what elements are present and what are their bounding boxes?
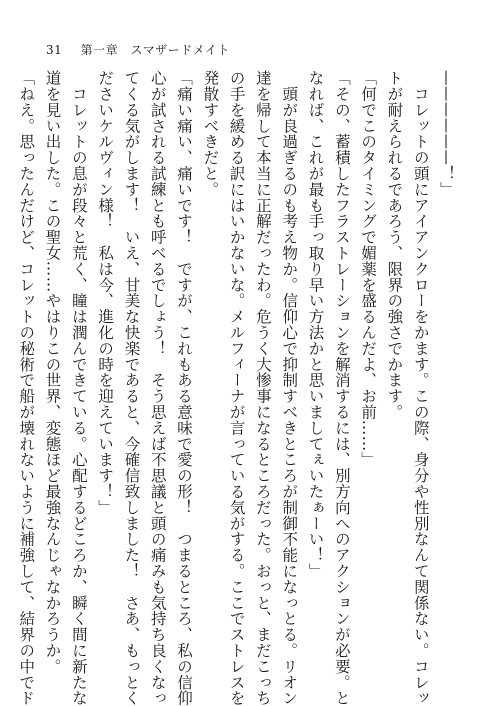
text-line: 発散すべきだと。	[201, 70, 220, 198]
page-header	[46, 41, 230, 58]
text-line: 「その、蓄積したフラストレーションを解消するには、別方向へのアクションが必要。と	[332, 70, 351, 706]
text-line: 達を帰して本当に正解だったわ。危うく大惨事になるところだった。おっと、まだこっち	[253, 70, 272, 706]
text-line: 「ねえ。思ったんだけど、コレットの秘術で船が壊れないように補強して、結界の中でド	[17, 70, 36, 706]
text-line: 「痛い痛い、痛いです！ ですが、これもある意味で愛の形！ つまるところ、私の信仰	[175, 70, 194, 706]
text-line: 頭が良過ぎるのも考え物か。信仰心で抑制すべきところが制御不能になっとる。リオン	[280, 70, 299, 706]
text-line: てくる気がします！ いえ、甘美な快楽であると、今確信致しました！ さあ、もっとく	[122, 70, 141, 706]
text-line: ——————！」	[438, 70, 456, 198]
chapter-label: 第一章	[80, 43, 119, 57]
text-line: トが耐えられるであろう、限界の強さでかます。	[385, 70, 404, 420]
text-line: 心が試される試練とも呼べるでしょう！ そう思えば不思議と頭の痛みも気持ち良くなっ	[148, 70, 167, 706]
body-text	[13, 70, 460, 706]
text-line: なれば、これが最も手っ取り早い方法かと思いましてぇいたぁーい！」	[306, 70, 325, 579]
chapter-title: スマザードメイト	[130, 43, 230, 57]
page-number: 31	[46, 43, 63, 57]
text-line: コレットの息が段々と荒く、瞳は潤んできている。心配するどころか、瞬く間に新たな	[69, 70, 88, 706]
text-line: 道を見い出した。この聖女……やはりこの世界、変態ほど最強なんじゃなかろうか。	[43, 70, 62, 675]
text-line: コレットの頭にアイアンクローをかます。この際、身分や性別なんて関係ない。コレッ	[411, 70, 430, 706]
text-line: の手を緩める訳にはいかないな。メルフィーナが言っている気がする。ここでストレスを	[227, 70, 246, 706]
text-line: 「何でこのタイミングで媚薬を盛るんだよ、お前……」	[359, 70, 378, 468]
text-line: ださいケルヴィン様！ 私は今、進化の時を迎えています！」	[96, 70, 115, 516]
